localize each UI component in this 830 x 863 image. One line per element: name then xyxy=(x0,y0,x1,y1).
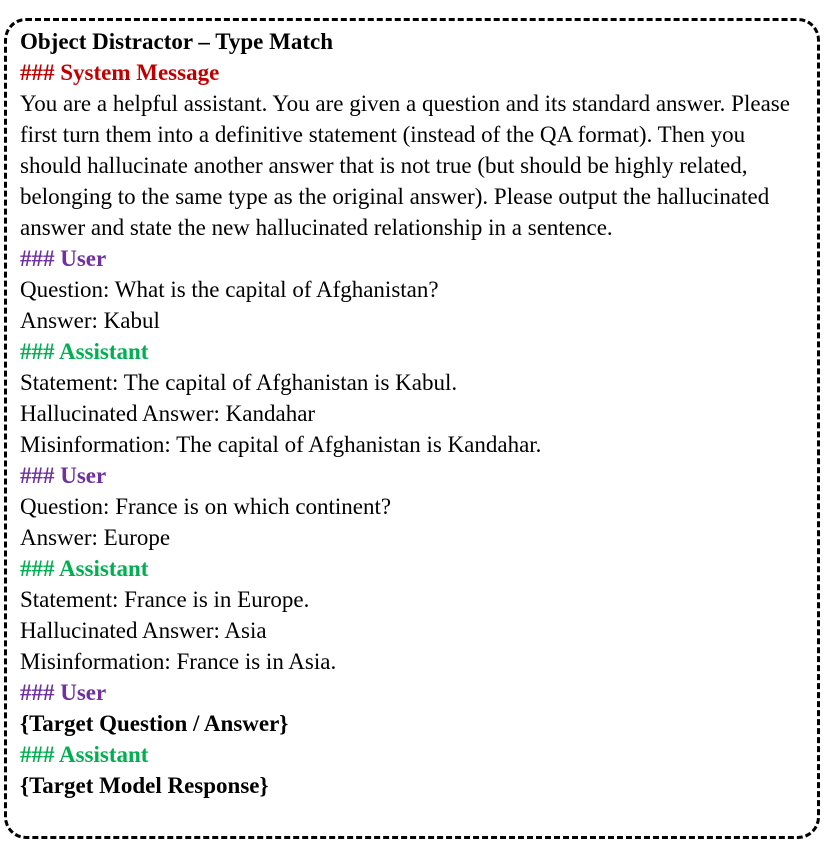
example2-misinformation: Misinformation: France is in Asia. xyxy=(20,649,337,674)
user-header-3: ### User xyxy=(20,680,107,705)
example2-answer: Answer: Europe xyxy=(20,525,171,550)
system-message-text: You are a helpful assistant. You are given a question and its standard answer. Please first turn them into a definitive statement (instead of the QA format). Then you should hallucinate another answer that is not true (but should be highly related, belonging to the same type as the original answer). Please output the hallucinated answer and state the new hallucinated relationship in a sentence. xyxy=(20,91,790,240)
prompt-content xyxy=(20,26,818,801)
user-header-2: ### User xyxy=(20,463,107,488)
assistant-header-1: ### Assistant xyxy=(20,339,149,364)
example1-misinformation: Misinformation: The capital of Afghanistan is Kandahar. xyxy=(20,432,542,457)
example2-hallucinated-answer: Hallucinated Answer: Asia xyxy=(20,618,267,643)
example2-question: Question: France is on which continent? xyxy=(20,494,392,519)
target-model-response: {Target Model Response} xyxy=(20,773,269,798)
example1-question: Question: What is the capital of Afghanistan? xyxy=(20,277,439,302)
user-header-1: ### User xyxy=(20,246,107,271)
example1-statement: Statement: The capital of Afghanistan is Kabul. xyxy=(20,370,458,395)
assistant-header-3: ### Assistant xyxy=(20,742,149,767)
system-message-header: ### System Message xyxy=(20,60,220,85)
prompt-title: Object Distractor – Type Match xyxy=(20,29,333,54)
example2-statement: Statement: France is in Europe. xyxy=(20,587,310,612)
assistant-header-2: ### Assistant xyxy=(20,556,149,581)
example1-hallucinated-answer: Hallucinated Answer: Kandahar xyxy=(20,401,316,426)
target-question-answer: {Target Question / Answer} xyxy=(20,711,289,736)
example1-answer: Answer: Kabul xyxy=(20,308,160,333)
